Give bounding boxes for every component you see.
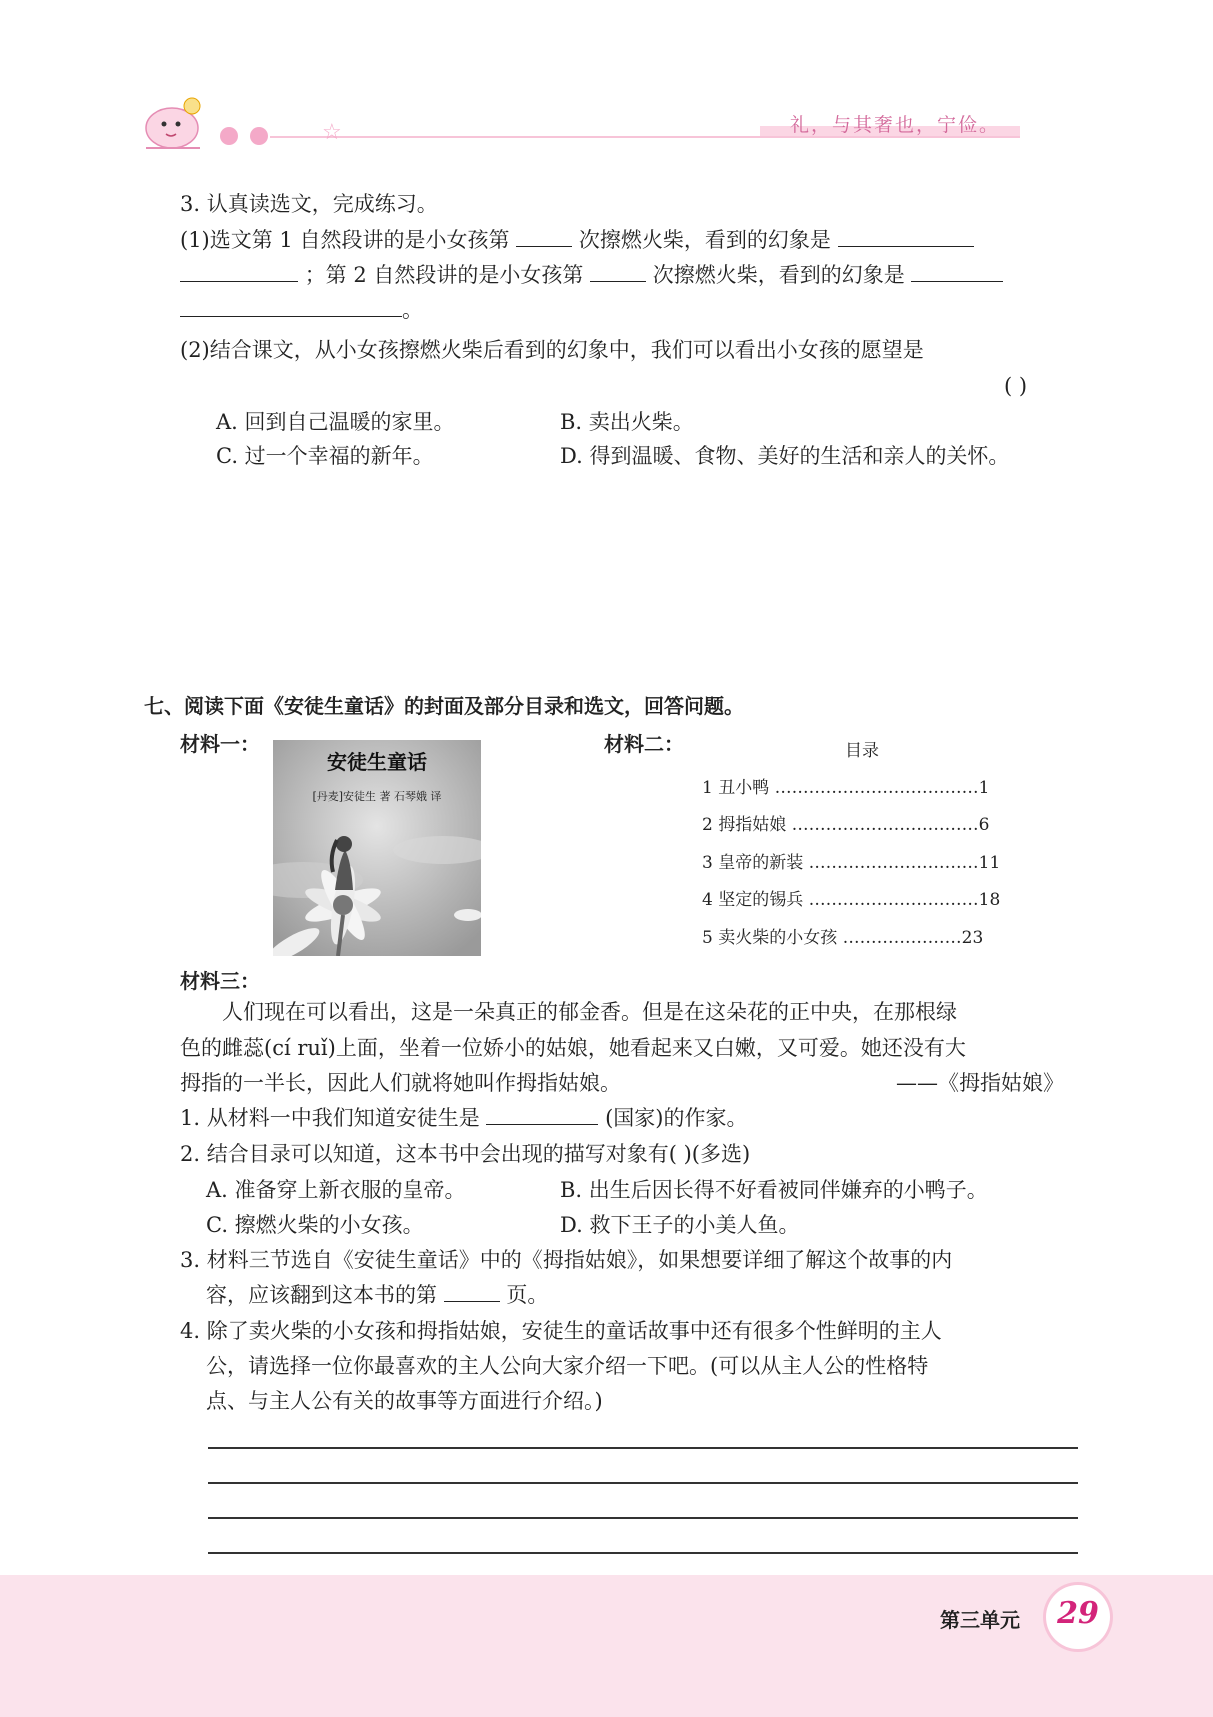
toc-entry: 3 皇帝的新装 …………………………11 (702, 853, 1001, 873)
option-c: C. 擦燃火柴的小女孩。 (206, 1213, 424, 1237)
answer-blank[interactable] (486, 1104, 598, 1125)
answer-blank[interactable] (444, 1281, 500, 1302)
book-cover-image (273, 740, 481, 956)
sub-question-1: 1. 从材料一中我们知道安徒生是 (国家)的作家。 (180, 1106, 748, 1130)
footer-band (0, 1575, 1213, 1717)
toc-entry: 5 卖火柴的小女孩 …………………23 (702, 928, 984, 948)
star-icon: ☆ (322, 120, 342, 145)
answer-blank[interactable] (516, 226, 572, 247)
option-b: B. 出生后因长得不好看被同伴嫌弃的小鸭子。 (560, 1178, 988, 1202)
sub-question-2: 2. 结合目录可以知道，这本书中会出现的描写对象有( )(多选) (180, 1142, 751, 1166)
option-d: D. 救下王子的小美人鱼。 (560, 1213, 800, 1237)
material3-label: 材料三： (180, 969, 260, 993)
sub-question-4-cont: 点、与主人公有关的故事等方面进行介绍。) (206, 1389, 603, 1413)
answer-blank[interactable] (590, 261, 646, 282)
option-a: A. 回到自己温暖的家里。 (216, 410, 455, 434)
sub-question-4: 4. 除了卖火柴的小女孩和拇指姑娘，安徒生的童话故事中还有很多个性鲜明的主人 (180, 1319, 942, 1343)
section7-title: 七、阅读下面《安徒生童话》的封面及部分目录和选文，回答问题。 (144, 694, 744, 718)
sub-question-3: 3. 材料三节选自《安徒生童话》中的《拇指姑娘》，如果想要详细了解这个故事的内 (180, 1248, 953, 1272)
answer-blank[interactable] (911, 261, 1003, 282)
toc-entry: 1 丑小鸭 ………………………………1 (702, 778, 990, 798)
option-c: C. 过一个幸福的新年。 (216, 444, 434, 468)
q3-part1-line3: 。 (180, 296, 423, 324)
mascot-illustration (140, 92, 210, 152)
answer-line[interactable] (208, 1517, 1078, 1519)
decorative-dot (220, 127, 238, 145)
answer-blank[interactable] (838, 226, 974, 247)
unit-label: 第三单元 (940, 1608, 1020, 1632)
q3-part1-line1: (1)选文第 1 自然段讲的是小女孩第 次擦燃火柴，看到的幻象是 (180, 226, 974, 254)
answer-blank[interactable] (180, 261, 298, 282)
answer-parentheses[interactable]: ( ) (1004, 374, 1028, 398)
answer-line[interactable] (208, 1447, 1078, 1449)
cover-author: [丹麦]安徒生 著 石琴娥 译 (312, 790, 442, 803)
answer-blank[interactable] (180, 296, 402, 317)
material2-label: 材料二： (604, 732, 684, 756)
cover-title: 安徒生童话 (327, 750, 427, 774)
toc-entry: 4 坚定的锡兵 …………………………18 (702, 890, 1001, 910)
passage-line: 拇指的一半长，因此人们就将她叫作拇指姑娘。 (180, 1071, 621, 1095)
toc-title: 目录 (845, 741, 879, 761)
answer-line[interactable] (208, 1552, 1078, 1554)
q3-title: 3. 认真读选文，完成练习。 (180, 192, 438, 216)
passage-line: 色的雌蕊(cí ruǐ)上面，坐着一位娇小的姑娘，她看起来又白嫩，又可爱。她还没有大 (180, 1036, 966, 1060)
option-b: B. 卖出火柴。 (560, 410, 694, 434)
page-number: 29 (1057, 1596, 1099, 1631)
material1-label: 材料一： (180, 732, 260, 756)
sub-question-3-cont: 容，应该翻到这本书的第 页。 (206, 1283, 549, 1307)
answer-line[interactable] (208, 1482, 1078, 1484)
toc-entry: 2 拇指姑娘 ……………………………6 (702, 815, 990, 835)
q3-part2: (2)结合课文，从小女孩擦燃火柴后看到的幻象中，我们可以看出小女孩的愿望是 (180, 338, 924, 362)
option-a: A. 准备穿上新衣服的皇帝。 (206, 1178, 466, 1202)
header-motto: 礼，与其奢也，宁俭。 (790, 114, 1001, 136)
sub-question-4-cont: 公，请选择一位你最喜欢的主人公向大家介绍一下吧。(可以从主人公的性格特 (206, 1354, 929, 1378)
passage-source: ——《拇指姑娘》 (896, 1071, 1064, 1095)
q3-part1-line2: ；第 2 自然段讲的是小女孩第 次擦燃火柴，看到的幻象是 (180, 261, 1003, 289)
option-d: D. 得到温暖、食物、美好的生活和亲人的关怀。 (560, 444, 1010, 468)
passage-line: 人们现在可以看出，这是一朵真正的郁金香。但是在这朵花的正中央，在那根绿 (222, 1000, 957, 1024)
decorative-dot (250, 127, 268, 145)
